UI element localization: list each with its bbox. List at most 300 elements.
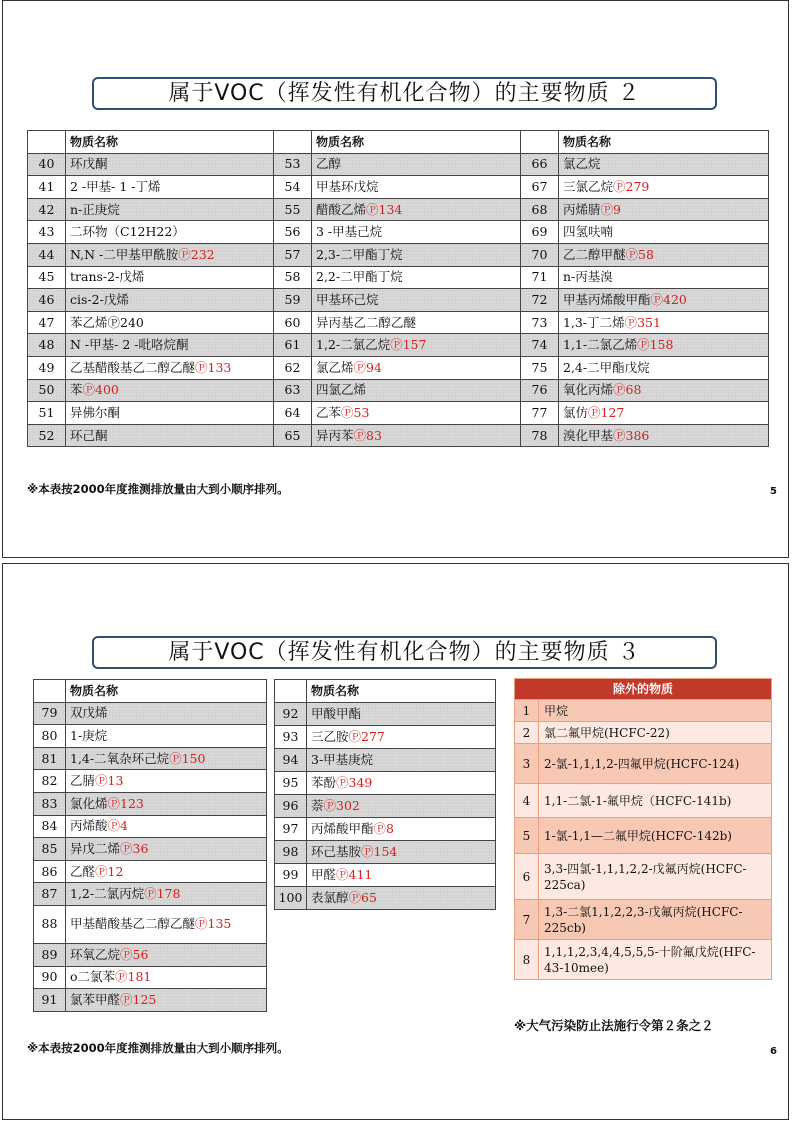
prtr-code: Ⓟ134 <box>366 201 403 217</box>
substance-cell <box>66 379 274 402</box>
row-number: 71 <box>521 266 559 289</box>
substance-cell <box>312 243 521 266</box>
row-number: 99 <box>275 864 307 887</box>
row-number: 89 <box>34 943 66 966</box>
substance-cell <box>559 289 769 312</box>
substance-name: 萘 <box>311 798 324 813</box>
header-cell: 物质名称 <box>312 131 521 154</box>
row-number: 49 <box>28 356 66 379</box>
substance-cell <box>66 402 274 425</box>
header-cell: 物质名称 <box>307 680 496 703</box>
row-number: 72 <box>521 289 559 312</box>
table-row <box>275 887 496 910</box>
table-row <box>515 744 772 784</box>
substance-name: o二氯苯 <box>70 969 116 985</box>
row-number: 98 <box>275 841 307 864</box>
excluded-substance-name: 3,3-四氯-1,1,1,2,2-戊氟丙烷(HCFC-225ca) <box>539 854 772 900</box>
prtr-code: Ⓟ135 <box>195 916 232 932</box>
row-number: 44 <box>28 243 66 266</box>
substance-name: trans-2-戊烯 <box>70 269 145 285</box>
substance-cell <box>559 379 769 402</box>
header-cell: 物质名称 <box>66 680 267 703</box>
excluded-substance-name: 1-氯-1,1—二氟甲烷(HCFC-142b) <box>539 818 772 854</box>
row-number: 43 <box>28 221 66 244</box>
row-number: 69 <box>521 221 559 244</box>
substance-name: 异佛尔酮 <box>70 404 121 420</box>
substance-cell <box>66 198 274 221</box>
row-number: 90 <box>34 966 66 989</box>
table-row <box>28 402 769 425</box>
substance-name: 三氯乙烷 <box>563 178 614 194</box>
table-row <box>515 940 772 980</box>
substance-name: 双戊烯 <box>70 705 108 721</box>
substance-cell <box>559 198 769 221</box>
substance-cell <box>66 289 274 312</box>
substance-cell <box>66 266 274 289</box>
row-number: 45 <box>28 266 66 289</box>
substance-name: 环氧乙烷 <box>70 946 121 962</box>
substance-name: 乙醛 <box>70 863 96 879</box>
table-row <box>275 726 496 749</box>
row-number: 100 <box>275 887 307 910</box>
substance-cell <box>312 311 521 334</box>
substance-name: 氧化丙烯 <box>563 382 614 398</box>
substance-cell <box>559 176 769 199</box>
substance-name: 苯乙烯Ⓟ240 <box>70 314 144 330</box>
row-number: 63 <box>274 379 312 402</box>
substance-name: 丙烯酸甲酯 <box>311 821 374 836</box>
table-row <box>28 379 769 402</box>
page-title: 属于VOC（挥发性有机化合物）的主要物质 ２ <box>92 77 717 110</box>
table-row <box>28 289 769 312</box>
row-number: 59 <box>274 289 312 312</box>
substance-name: 甲酸甲酯 <box>311 706 362 721</box>
table-row <box>34 702 267 725</box>
substance-name: 2,4-二甲酯戊烷 <box>563 359 650 375</box>
substance-name: 3 -甲基己烷 <box>316 224 383 240</box>
prtr-code: Ⓟ9 <box>600 201 621 217</box>
substance-cell <box>66 243 274 266</box>
table-row <box>34 883 267 906</box>
row-number: 96 <box>275 795 307 818</box>
prtr-code: Ⓟ411 <box>336 867 373 882</box>
excluded-substance-name: 2-氯-1,1,1,2-四氟甲烷(HCFC-124) <box>539 744 772 784</box>
footnote: ※本表按2000年度推测排放量由大到小顺序排列。 <box>27 1041 289 1055</box>
row-number: 83 <box>34 792 66 815</box>
substance-name: 氯乙烯 <box>316 359 354 375</box>
table-row <box>275 818 496 841</box>
prtr-code: Ⓟ351 <box>624 314 661 330</box>
substance-cell <box>312 402 521 425</box>
table-row <box>34 943 267 966</box>
substance-cell <box>312 356 521 379</box>
prtr-code: Ⓟ4 <box>107 818 128 834</box>
table-row <box>28 311 769 334</box>
row-number: 42 <box>28 198 66 221</box>
table-row <box>515 900 772 940</box>
substance-name: 1,2-二氯乙烷 <box>316 337 391 353</box>
substance-name: N -甲基- 2 -吡咯烷酮 <box>70 337 189 353</box>
substance-cell <box>66 311 274 334</box>
substance-cell <box>312 153 521 176</box>
substance-cell <box>307 703 496 726</box>
row-number: 68 <box>521 198 559 221</box>
substance-cell <box>307 795 496 818</box>
excluded-substance-name: 氯二氟甲烷(HCFC-22) <box>539 722 772 744</box>
table-row <box>34 725 267 748</box>
excluded-substance-name: 1,1,1,2,3,4,4,5,5,5-十阶氟戊烷(HFC-43-10mee) <box>539 940 772 980</box>
substance-cell <box>307 772 496 795</box>
prtr-code: Ⓟ8 <box>373 821 394 836</box>
substance-cell <box>559 424 769 447</box>
row-number: 51 <box>28 402 66 425</box>
substance-cell <box>312 266 521 289</box>
substance-name: 苯 <box>70 382 83 398</box>
prtr-code: Ⓟ154 <box>361 844 398 859</box>
substance-name: 乙腈 <box>70 773 96 789</box>
table-row <box>34 966 267 989</box>
substance-cell <box>307 887 496 910</box>
table-row <box>34 838 267 861</box>
substance-name: 异戊二烯 <box>70 840 121 856</box>
substance-cell <box>66 424 274 447</box>
table-row <box>275 772 496 795</box>
prtr-code: Ⓟ277 <box>348 729 385 744</box>
row-number: 75 <box>521 356 559 379</box>
prtr-code: Ⓟ386 <box>613 427 650 443</box>
table-row <box>515 818 772 854</box>
row-number: 97 <box>275 818 307 841</box>
prtr-code: Ⓟ53 <box>341 404 370 420</box>
table-row <box>275 864 496 887</box>
substance-name: 氯乙烷 <box>563 156 601 172</box>
substance-name: 环己酮 <box>70 427 108 443</box>
prtr-code: Ⓟ36 <box>120 840 149 856</box>
slide-page-5 <box>2 0 789 558</box>
substance-name: N,N -二甲基甲酰胺 <box>70 246 179 262</box>
row-number: 40 <box>28 153 66 176</box>
substance-cell <box>312 198 521 221</box>
substance-name: 丙烯腈 <box>563 201 601 217</box>
row-number: 93 <box>275 726 307 749</box>
substance-cell <box>312 221 521 244</box>
substance-cell <box>66 747 267 770</box>
table-row <box>28 198 769 221</box>
substance-name: 四氯乙烯 <box>316 382 367 398</box>
substance-name: 2,2-二甲酯丁烷 <box>316 269 403 285</box>
row-number: 5 <box>515 818 539 854</box>
substance-cell <box>66 176 274 199</box>
substance-name: 表氯醇 <box>311 890 349 905</box>
row-number: 76 <box>521 379 559 402</box>
substance-cell <box>66 725 267 748</box>
substance-cell <box>66 838 267 861</box>
table-row <box>515 784 772 818</box>
table-header <box>28 131 769 154</box>
substance-name: 氯仿 <box>563 404 589 420</box>
row-number: 82 <box>34 770 66 793</box>
substance-name: 乙基醋酸基乙二醇乙醚 <box>70 359 196 375</box>
substance-name: 2,3-二甲酯丁烷 <box>316 246 403 262</box>
substance-cell <box>66 356 274 379</box>
row-number: 77 <box>521 402 559 425</box>
table-row <box>28 176 769 199</box>
substance-name: 异丙基乙二醇乙醚 <box>316 314 417 330</box>
substance-name: 甲基环戊烷 <box>316 178 379 194</box>
table-row <box>28 356 769 379</box>
substance-cell <box>559 221 769 244</box>
prtr-code: Ⓟ65 <box>348 890 377 905</box>
substance-name: 环己基胺 <box>311 844 362 859</box>
excluded-substance-name: 甲烷 <box>539 700 772 722</box>
prtr-code: Ⓟ420 <box>650 291 687 307</box>
substance-cell <box>307 841 496 864</box>
prtr-code: Ⓟ13 <box>95 773 124 789</box>
row-number: 66 <box>521 153 559 176</box>
row-number: 60 <box>274 311 312 334</box>
row-number: 79 <box>34 702 66 725</box>
substance-name: n-丙基溴 <box>563 269 613 285</box>
substance-cell <box>559 356 769 379</box>
row-number: 70 <box>521 243 559 266</box>
page-title: 属于VOC（挥发性有机化合物）的主要物质 ３ <box>92 636 717 669</box>
substance-cell <box>66 153 274 176</box>
substance-name: 氯苯甲醛 <box>70 991 121 1007</box>
substance-cell <box>312 424 521 447</box>
prtr-code: Ⓟ58 <box>625 246 654 262</box>
substance-cell <box>66 943 267 966</box>
table-row <box>275 795 496 818</box>
substance-name: 甲基醋酸基乙二醇乙醚 <box>70 916 196 932</box>
substance-cell <box>559 266 769 289</box>
substance-name: 环戊酮 <box>70 156 108 172</box>
row-number: 50 <box>28 379 66 402</box>
table-row <box>275 749 496 772</box>
table-row <box>515 854 772 900</box>
voc-table <box>27 130 769 447</box>
substance-name: 四氢呋喃 <box>563 224 614 240</box>
substance-cell <box>66 334 274 357</box>
row-number: 81 <box>34 747 66 770</box>
substance-name: 2 -甲基- 1 -丁烯 <box>70 178 161 194</box>
substance-name: 异丙苯 <box>316 427 354 443</box>
substance-cell <box>66 966 267 989</box>
prtr-code: Ⓟ68 <box>613 382 642 398</box>
row-number: 78 <box>521 424 559 447</box>
prtr-code: Ⓟ127 <box>588 404 625 420</box>
header-cell: 物质名称 <box>66 131 274 154</box>
row-number: 6 <box>515 854 539 900</box>
table-row <box>34 770 267 793</box>
row-number: 41 <box>28 176 66 199</box>
row-number: 80 <box>34 725 66 748</box>
row-number: 87 <box>34 883 66 906</box>
substance-cell <box>312 289 521 312</box>
row-number: 56 <box>274 221 312 244</box>
row-number: 2 <box>515 722 539 744</box>
row-number: 95 <box>275 772 307 795</box>
row-number: 53 <box>274 153 312 176</box>
table-row <box>34 792 267 815</box>
row-number: 55 <box>274 198 312 221</box>
table-row <box>275 703 496 726</box>
table-row <box>34 747 267 770</box>
excluded-substance-name: 1,3-二氯1,1,2,2,3-戊氟丙烷(HCFC-225cb) <box>539 900 772 940</box>
substance-cell <box>559 334 769 357</box>
row-number: 92 <box>275 703 307 726</box>
row-number: 7 <box>515 900 539 940</box>
substance-cell <box>66 770 267 793</box>
row-number: 1 <box>515 700 539 722</box>
prtr-code: Ⓟ302 <box>323 798 360 813</box>
substance-cell <box>559 153 769 176</box>
voc-table-middle <box>274 679 496 910</box>
page-number: 5 <box>770 486 777 497</box>
substance-name: 三乙胺 <box>311 729 349 744</box>
table-row <box>28 221 769 244</box>
prtr-code: Ⓟ178 <box>144 886 181 902</box>
substance-name: 甲基环己烷 <box>316 291 379 307</box>
row-number: 74 <box>521 334 559 357</box>
substance-cell <box>307 726 496 749</box>
substance-cell <box>66 883 267 906</box>
prtr-code: Ⓟ83 <box>353 427 382 443</box>
row-number: 48 <box>28 334 66 357</box>
row-number: 85 <box>34 838 66 861</box>
row-number: 47 <box>28 311 66 334</box>
substance-name: 氯化烯 <box>70 795 108 811</box>
table-row <box>34 815 267 838</box>
row-number: 54 <box>274 176 312 199</box>
row-number: 91 <box>34 989 66 1012</box>
substance-cell <box>66 989 267 1012</box>
prtr-code: Ⓟ400 <box>82 382 119 398</box>
table-header <box>515 679 772 700</box>
substance-cell <box>66 702 267 725</box>
prtr-code: Ⓟ133 <box>195 359 232 375</box>
excluded-note: ※大气污染防止法施行令第２条之２ <box>514 1018 714 1033</box>
table-row <box>34 989 267 1012</box>
prtr-code: Ⓟ279 <box>613 178 650 194</box>
table-row <box>34 905 267 943</box>
prtr-code: Ⓟ157 <box>390 337 427 353</box>
substance-cell <box>307 818 496 841</box>
row-number: 94 <box>275 749 307 772</box>
row-number: 86 <box>34 860 66 883</box>
row-number: 84 <box>34 815 66 838</box>
prtr-code: Ⓟ123 <box>107 795 144 811</box>
table-row <box>515 722 772 744</box>
row-number: 58 <box>274 266 312 289</box>
row-number: 62 <box>274 356 312 379</box>
substance-cell <box>559 243 769 266</box>
substance-cell <box>66 815 267 838</box>
substance-name: 1,1-二氯乙烯 <box>563 337 638 353</box>
slide-page-6 <box>2 563 789 1120</box>
row-number: 52 <box>28 424 66 447</box>
substance-name: 1,3-丁二烯 <box>563 314 625 330</box>
row-number: 73 <box>521 311 559 334</box>
prtr-code: Ⓟ150 <box>169 750 206 766</box>
prtr-code: Ⓟ181 <box>115 969 152 985</box>
table-header <box>275 680 496 703</box>
substance-cell <box>66 905 267 943</box>
row-number: 64 <box>274 402 312 425</box>
table-row <box>515 700 772 722</box>
substance-name: 乙苯 <box>316 404 342 420</box>
voc-table-left <box>33 679 267 1012</box>
row-number: 88 <box>34 905 66 943</box>
substance-cell <box>559 311 769 334</box>
excluded-substances-table <box>514 678 772 980</box>
table-row <box>34 860 267 883</box>
substance-name: cis-2-戊烯 <box>70 291 129 307</box>
row-number: 4 <box>515 784 539 818</box>
substance-cell <box>307 864 496 887</box>
table-row <box>28 243 769 266</box>
substance-cell <box>66 860 267 883</box>
substance-name: 苯酚 <box>311 775 337 790</box>
excluded-header: 除外的物质 <box>515 679 772 700</box>
substance-name: 乙二醇甲醚 <box>563 246 626 262</box>
prtr-code: Ⓟ12 <box>95 863 124 879</box>
substance-name: 醋酸乙烯 <box>316 201 367 217</box>
substance-cell <box>312 176 521 199</box>
table-row <box>275 841 496 864</box>
row-number: 61 <box>274 334 312 357</box>
page-number: 6 <box>770 1046 777 1057</box>
table-header <box>34 680 267 703</box>
substance-name: 乙醇 <box>316 156 342 172</box>
substance-cell <box>312 334 521 357</box>
substance-cell <box>559 402 769 425</box>
row-number: 67 <box>521 176 559 199</box>
row-number: 57 <box>274 243 312 266</box>
substance-name: 二环物（C12H22） <box>70 224 185 240</box>
substance-name: 甲基丙烯酸甲酯 <box>563 291 651 307</box>
prtr-code: Ⓟ125 <box>120 991 157 1007</box>
prtr-code: Ⓟ56 <box>120 946 149 962</box>
substance-name: 溴化甲基 <box>563 427 614 443</box>
substance-cell <box>307 749 496 772</box>
prtr-code: Ⓟ94 <box>353 359 382 375</box>
row-number: 8 <box>515 940 539 980</box>
row-number: 65 <box>274 424 312 447</box>
substance-cell <box>312 379 521 402</box>
substance-name: n-正庚烷 <box>70 201 120 217</box>
prtr-code: Ⓟ232 <box>178 246 215 262</box>
header-cell: 物质名称 <box>559 131 769 154</box>
row-number: 46 <box>28 289 66 312</box>
prtr-code: Ⓟ349 <box>336 775 373 790</box>
table-row <box>28 266 769 289</box>
substance-name: 1,4-二氧杂环己烷 <box>70 750 170 766</box>
row-number: 3 <box>515 744 539 784</box>
table-row <box>28 153 769 176</box>
substance-cell <box>66 792 267 815</box>
substance-name: 1,2-二氯丙烷 <box>70 886 145 902</box>
substance-name: 1-庚烷 <box>70 727 108 743</box>
prtr-code: Ⓟ158 <box>637 337 674 353</box>
substance-name: 3-甲基庚烷 <box>311 752 374 767</box>
substance-name: 丙烯酸 <box>70 818 108 834</box>
substance-name: 甲醛 <box>311 867 337 882</box>
footnote: ※本表按2000年度推测排放量由大到小顺序排列。 <box>27 482 289 496</box>
substance-cell <box>66 221 274 244</box>
table-row <box>28 424 769 447</box>
table-row <box>28 334 769 357</box>
excluded-substance-name: 1,1-二氯-1-氟甲烷（HCFC-141b) <box>539 784 772 818</box>
